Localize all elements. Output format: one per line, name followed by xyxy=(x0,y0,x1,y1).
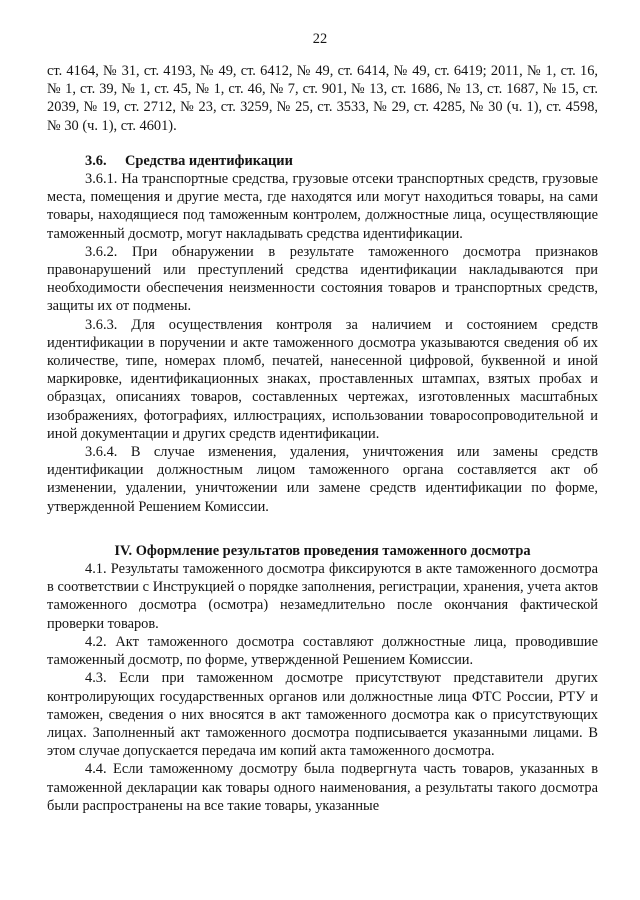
paragraph-4-2: 4.2. Акт таможенного досмотра составляют должностные лица, проводившие таможенный досмотр, по форме, утвержденной Решением Комиссии. xyxy=(47,633,598,669)
section-3-6-heading xyxy=(47,152,598,170)
chapter-4-heading: IV. Оформление результатов проведения таможенного досмотра xyxy=(114,542,531,559)
page-number: 22 xyxy=(312,31,328,47)
paragraph-3-6-1: 3.6.1. На транспортные средства, грузовые отсеки транспортных средств, грузовые места, помещения и другие места, где находятся или могут находиться товары, на сами товары, находящиеся под таможенным контролем, должностные лица, осуществляющие таможенный досмотр, могут накладывать средства идентификации. xyxy=(47,171,598,242)
paragraph-4-1: 4.1. Результаты таможенного досмотра фиксируются в акте таможенного досмотра в соответствии с Инструкцией о порядке заполнения, регистрации, хранения, учета актов таможенного досмотра (осмотра) незамедлительно после окончания фактической проверки товаров. xyxy=(47,561,598,632)
references-continuation: ст. 4164, № 31, ст. 4193, № 49, ст. 6412, № 49, ст. 6414, № 49, ст. 6419; 2011, № 1, ст. 16, № 1, ст. 39, № 1, ст. 45, № 1, ст. 46, № 7, ст. 901, № 13, ст. 1686, № 13, ст. 1687, № 15, ст. 2039, № 19, ст. 2712, № 23, ст. 3259, № 25, ст. 3533, № 29, ст. 4285, № 30 (ч. 1), ст. 4598, № 30 (ч. 1), ст. 4601). xyxy=(47,63,598,134)
section-3-6-title: Средства идентификации xyxy=(125,152,293,169)
paragraph-3-6-2: 3.6.2. При обнаружении в результате таможенного досмотра признаков правонарушений или преступлений средства идентификации накладываются при необходимости обеспечения неизменности состояния товаров и транспортных средств, защиты их от подмены. xyxy=(47,243,598,315)
document-body xyxy=(47,62,598,815)
paragraph-3-6-4: 3.6.4. В случае изменения, удаления, уничтожения или замены средств идентификации должностным лицом таможенного органа составляется акт об изменении, удалении, уничтожении или замене средств идентификации по форме, утвержденной Решением Комиссии. xyxy=(47,444,598,515)
paragraph-4-3: 4.3. Если при таможенном досмотре присутствуют представители других контролирующих государственных органов или должностные лица ФТС России, РТУ и таможен, сведения о них вносятся в акт таможенного досмотра как о присутствующих лицах. Заполненный акт таможенного досмотра подписывается указанными лицами. В этом случае допускается передача им копий акта таможенного досмотра. xyxy=(47,670,598,760)
paragraph-4-4: 4.4. Если таможенному досмотру была подвергнута часть товаров, указанных в таможенной декларации как товары одного наименования, а результаты такого досмотра были распространены на все такие товары, указанные xyxy=(47,761,598,814)
section-3-6-number: 3.6. xyxy=(85,152,107,169)
paragraph-3-6-3: 3.6.3. Для осуществления контроля за наличием и состоянием средств идентификации в поручении и акте таможенного досмотра указываются сведения об их количестве, типе, номерах пломб, печатей, нанесенной цифровой, буквенной и иной маркировке, идентификационных знаках, проставленных штампах, взятых пробах и образцах, описаниях товаров, составленных чертежах, изготовленных масштабных изображениях, фотографиях, иллюстрациях, использовании товаросопроводительной и иной документации и других средств идентификации. xyxy=(47,316,598,442)
